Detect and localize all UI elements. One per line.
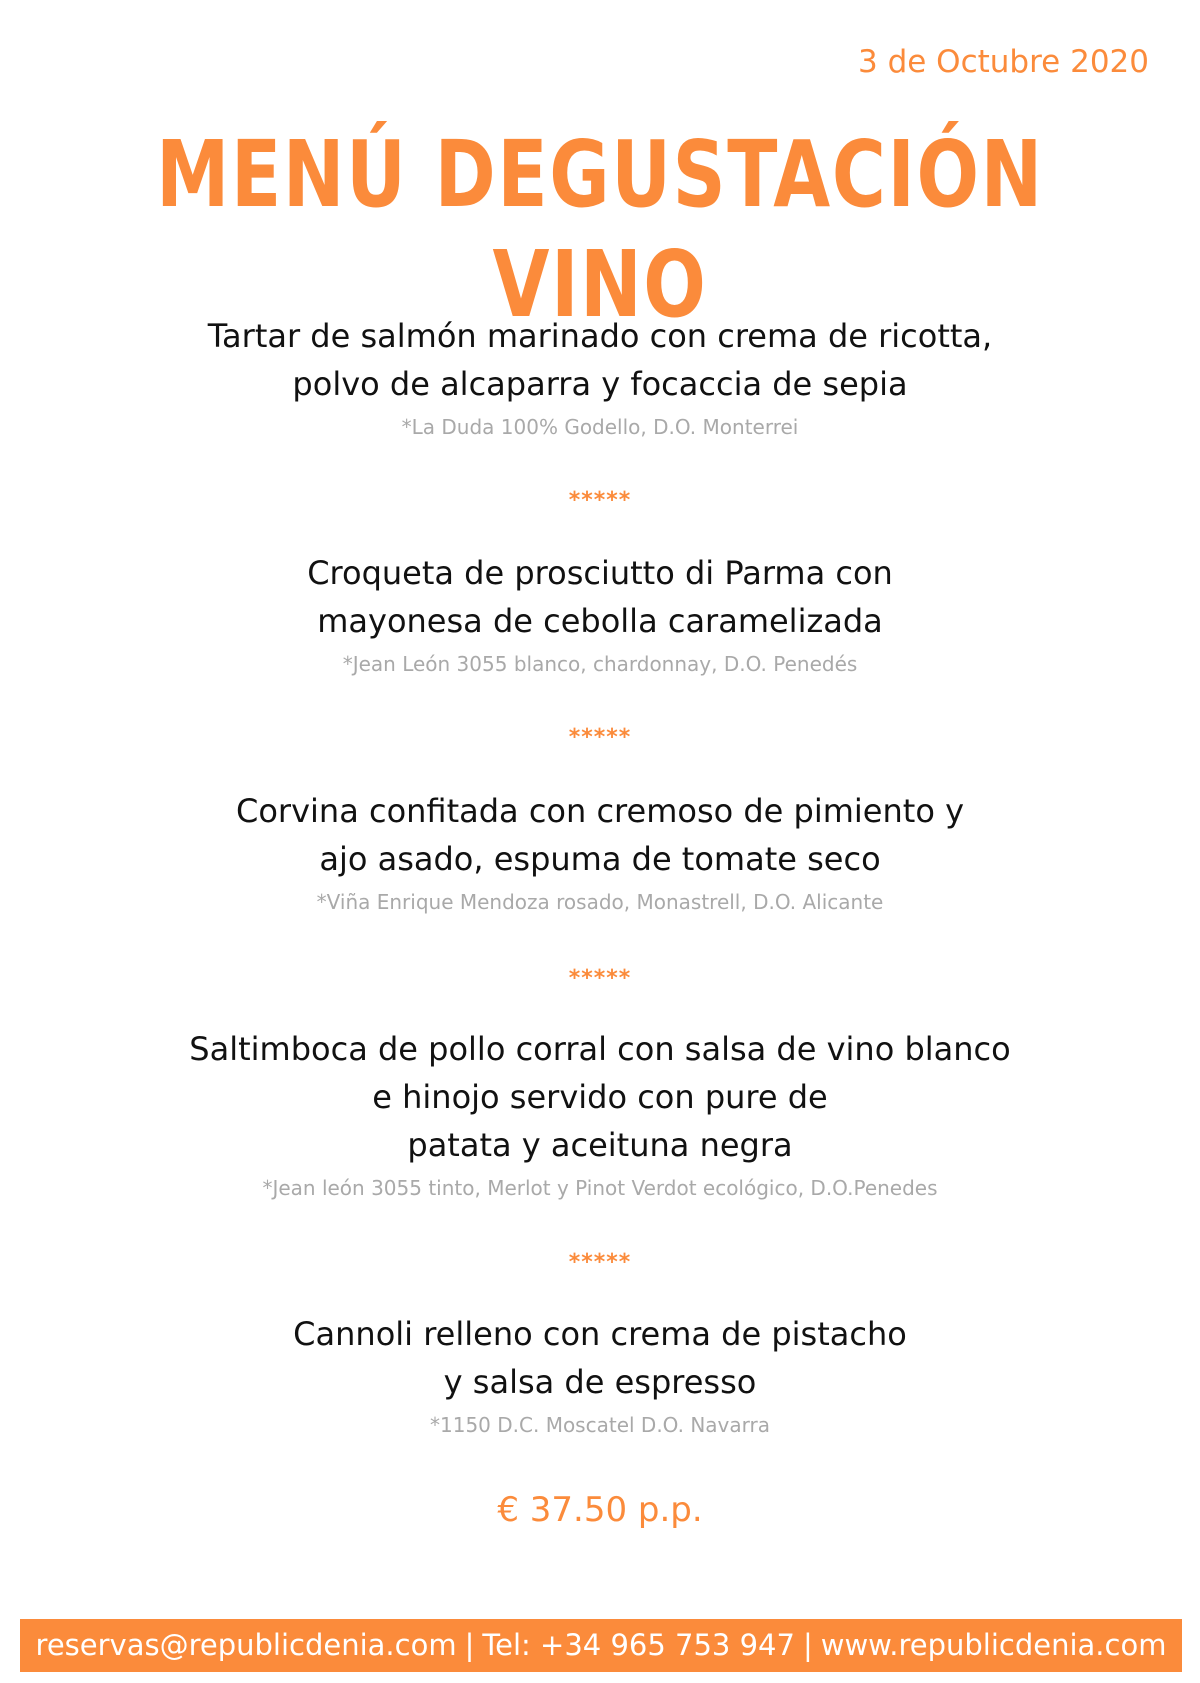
course-5	[0, 1310, 1200, 1440]
dish-line: Saltimboca de pollo corral con salsa de vino blanco	[189, 1030, 1011, 1068]
course-separator: *****	[568, 1250, 632, 1275]
course-separator: *****	[568, 488, 632, 513]
course-separator: *****	[568, 966, 632, 991]
wine-pairing: *Jean león 3055 tinto, Merlot y Pinot Verdot ecológico, D.O.Penedes	[262, 1176, 938, 1200]
dish-line: y salsa de espresso	[443, 1363, 757, 1401]
wine-pairing: *1150 D.C. Moscatel D.O. Navarra	[430, 1413, 770, 1437]
email-link[interactable]: reservas@republicdenia.com	[35, 1628, 457, 1662]
dish-line: Croqueta de prosciutto di Parma con	[307, 554, 893, 592]
contact-footer	[20, 1619, 1182, 1672]
course-1	[0, 312, 1200, 442]
dish-line: patata y aceituna negra	[407, 1126, 793, 1164]
wine-pairing: *Viña Enrique Mendoza rosado, Monastrell, D.O. Alicante	[316, 890, 884, 914]
dish-line: Tartar de salmón marinado con crema de ricotta,	[207, 317, 993, 355]
wine-pairing: *Jean León 3055 blanco, chardonnay, D.O. Penedés	[342, 652, 858, 676]
dish-line: ajo asado, espuma de tomate seco	[319, 840, 881, 878]
website-link[interactable]: www.republicdenia.com	[820, 1628, 1167, 1662]
course-4	[0, 1025, 1200, 1203]
course-3	[0, 787, 1200, 917]
dish-line: Cannoli relleno con crema de pistacho	[293, 1315, 907, 1353]
dish-line: mayonesa de cebolla caramelizada	[317, 602, 883, 640]
dish-line: e hinojo servido con pure de	[372, 1078, 828, 1116]
wine-pairing: *La Duda 100% Godello, D.O. Monterrei	[401, 415, 799, 439]
menu-title: MENÚ DEGUSTACIÓN VINO	[156, 121, 1044, 338]
footer-divider: |	[802, 1628, 813, 1662]
dish-line: Corvina confitada con cremoso de pimiento y	[236, 792, 964, 830]
menu-price: € 37.50 p.p.	[497, 1490, 703, 1530]
course-2	[0, 549, 1200, 679]
footer-divider: |	[464, 1628, 475, 1662]
course-separator: *****	[568, 725, 632, 750]
menu-date: 3 de Octubre 2020	[858, 44, 1149, 80]
phone-link[interactable]: Tel: +34 965 753 947	[482, 1628, 795, 1662]
dish-line: polvo de alcaparra y focaccia de sepia	[292, 365, 908, 403]
